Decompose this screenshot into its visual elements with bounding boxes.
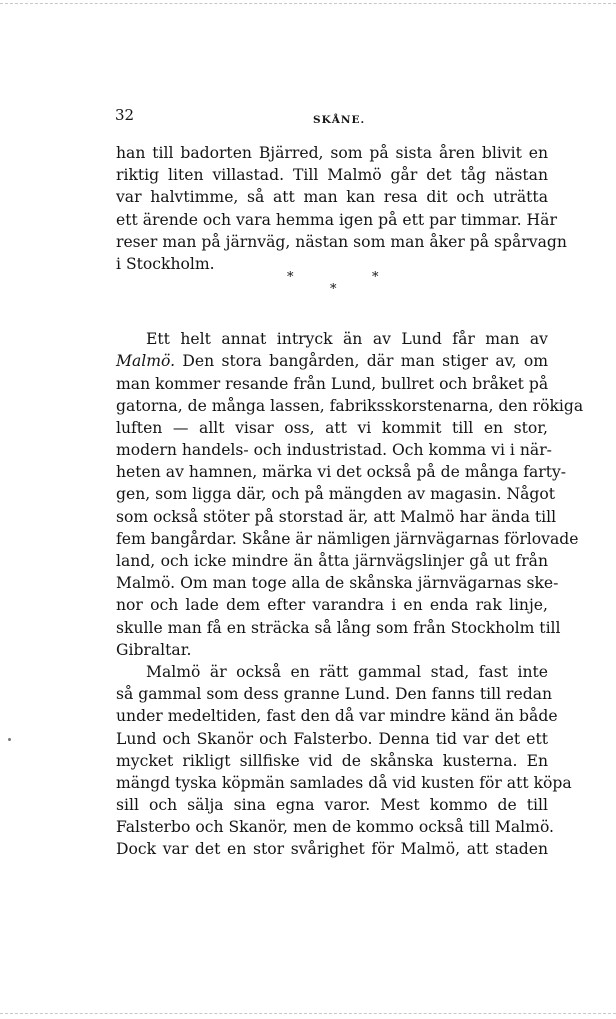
text-line: riktig liten villastad. Till Malmö går det tåg nästan	[116, 166, 548, 185]
separator-star: *	[330, 282, 337, 297]
text-line: han till badorten Bjärred, som på sista åren blivit en	[116, 144, 548, 162]
italic-place-name: Malmö.	[116, 352, 176, 371]
text-line: Falsterbo och Skanör, men de kommo också till Malmö.	[116, 818, 555, 837]
paragraph-first-line: Ett helt annat intryck än av Lund får man av	[146, 330, 548, 349]
paragraph-first-line: Malmö är också en rätt gammal stad, fast inte	[146, 662, 548, 681]
text-line: Lund och Skanör och Falsterbo. Denna tid var det ett	[116, 729, 548, 748]
separator-star: *	[287, 270, 294, 285]
page-edge-top	[0, 3, 616, 4]
separator-star: *	[372, 270, 379, 285]
text-line: gatorna, de många lassen, fabriksskorstenarna, den rökiga	[116, 396, 584, 415]
text-line: sill och sälja sina egna varor. Mest kommo de till	[116, 796, 548, 815]
text-line: var halvtimme, så att man kan resa dit och uträtta	[116, 188, 548, 207]
text-run: Den stora bangården, där man stiger av, om	[175, 352, 548, 371]
margin-speck	[8, 738, 11, 741]
text-line: reser man på järnväg, nästan som man åker på spårvagn	[116, 232, 567, 251]
text-line: heten av hamnen, märka vi det också på de många farty-	[116, 463, 567, 482]
text-line: som också stöter på storstad är, att Malmö har ända till	[116, 507, 557, 526]
text-line: mängd tyska köpmän samlades då vid kusten för att köpa	[116, 773, 572, 792]
text-line: Malmö. Om man toge alla de skånska järnvägarnas ske-	[116, 574, 559, 593]
page-number: 32	[115, 106, 135, 124]
text-line	[116, 350, 548, 372]
text-line: modern handels- och industristad. Och komma vi i när-	[116, 441, 552, 460]
text-line: nor och lade dem efter varandra i en enda rak linje,	[116, 596, 548, 615]
text-line: land, och icke mindre än åtta järnvägslinjer gå ut från	[116, 552, 548, 570]
text-line: man kommer resande från Lund, bullret och bråket på	[116, 374, 549, 393]
text-line: så gammal som dess granne Lund. Den fanns till redan	[116, 685, 553, 704]
text-line: Dock var det en stor svårighet för Malmö, att staden	[116, 840, 548, 859]
text-line: gen, som ligga där, och på mängden av magasin. Något	[116, 485, 556, 504]
text-line: skulle man få en sträcka så lång som från Stockholm till	[116, 618, 561, 637]
text-line: mycket rikligt sillfiske vid de skånska kusterna. En	[116, 751, 548, 770]
running-head: SKÅNE.	[313, 114, 366, 126]
text-line: luften — allt visar oss, att vi kommit till en stor,	[116, 418, 548, 437]
text-line: under medeltiden, fast den då var mindre känd än både	[116, 707, 558, 726]
text-line: fem bangårdar. Skåne är nämligen järnvägarnas förlovade	[116, 529, 579, 548]
text-line: Gibraltar.	[116, 640, 192, 659]
text-line: i Stockholm.	[116, 254, 215, 273]
section-separator	[280, 270, 390, 300]
page-edge-bottom	[0, 1013, 616, 1014]
body-text	[116, 142, 584, 861]
text-line: ett ärende och vara hemma igen på ett par timmar. Här	[116, 210, 557, 229]
